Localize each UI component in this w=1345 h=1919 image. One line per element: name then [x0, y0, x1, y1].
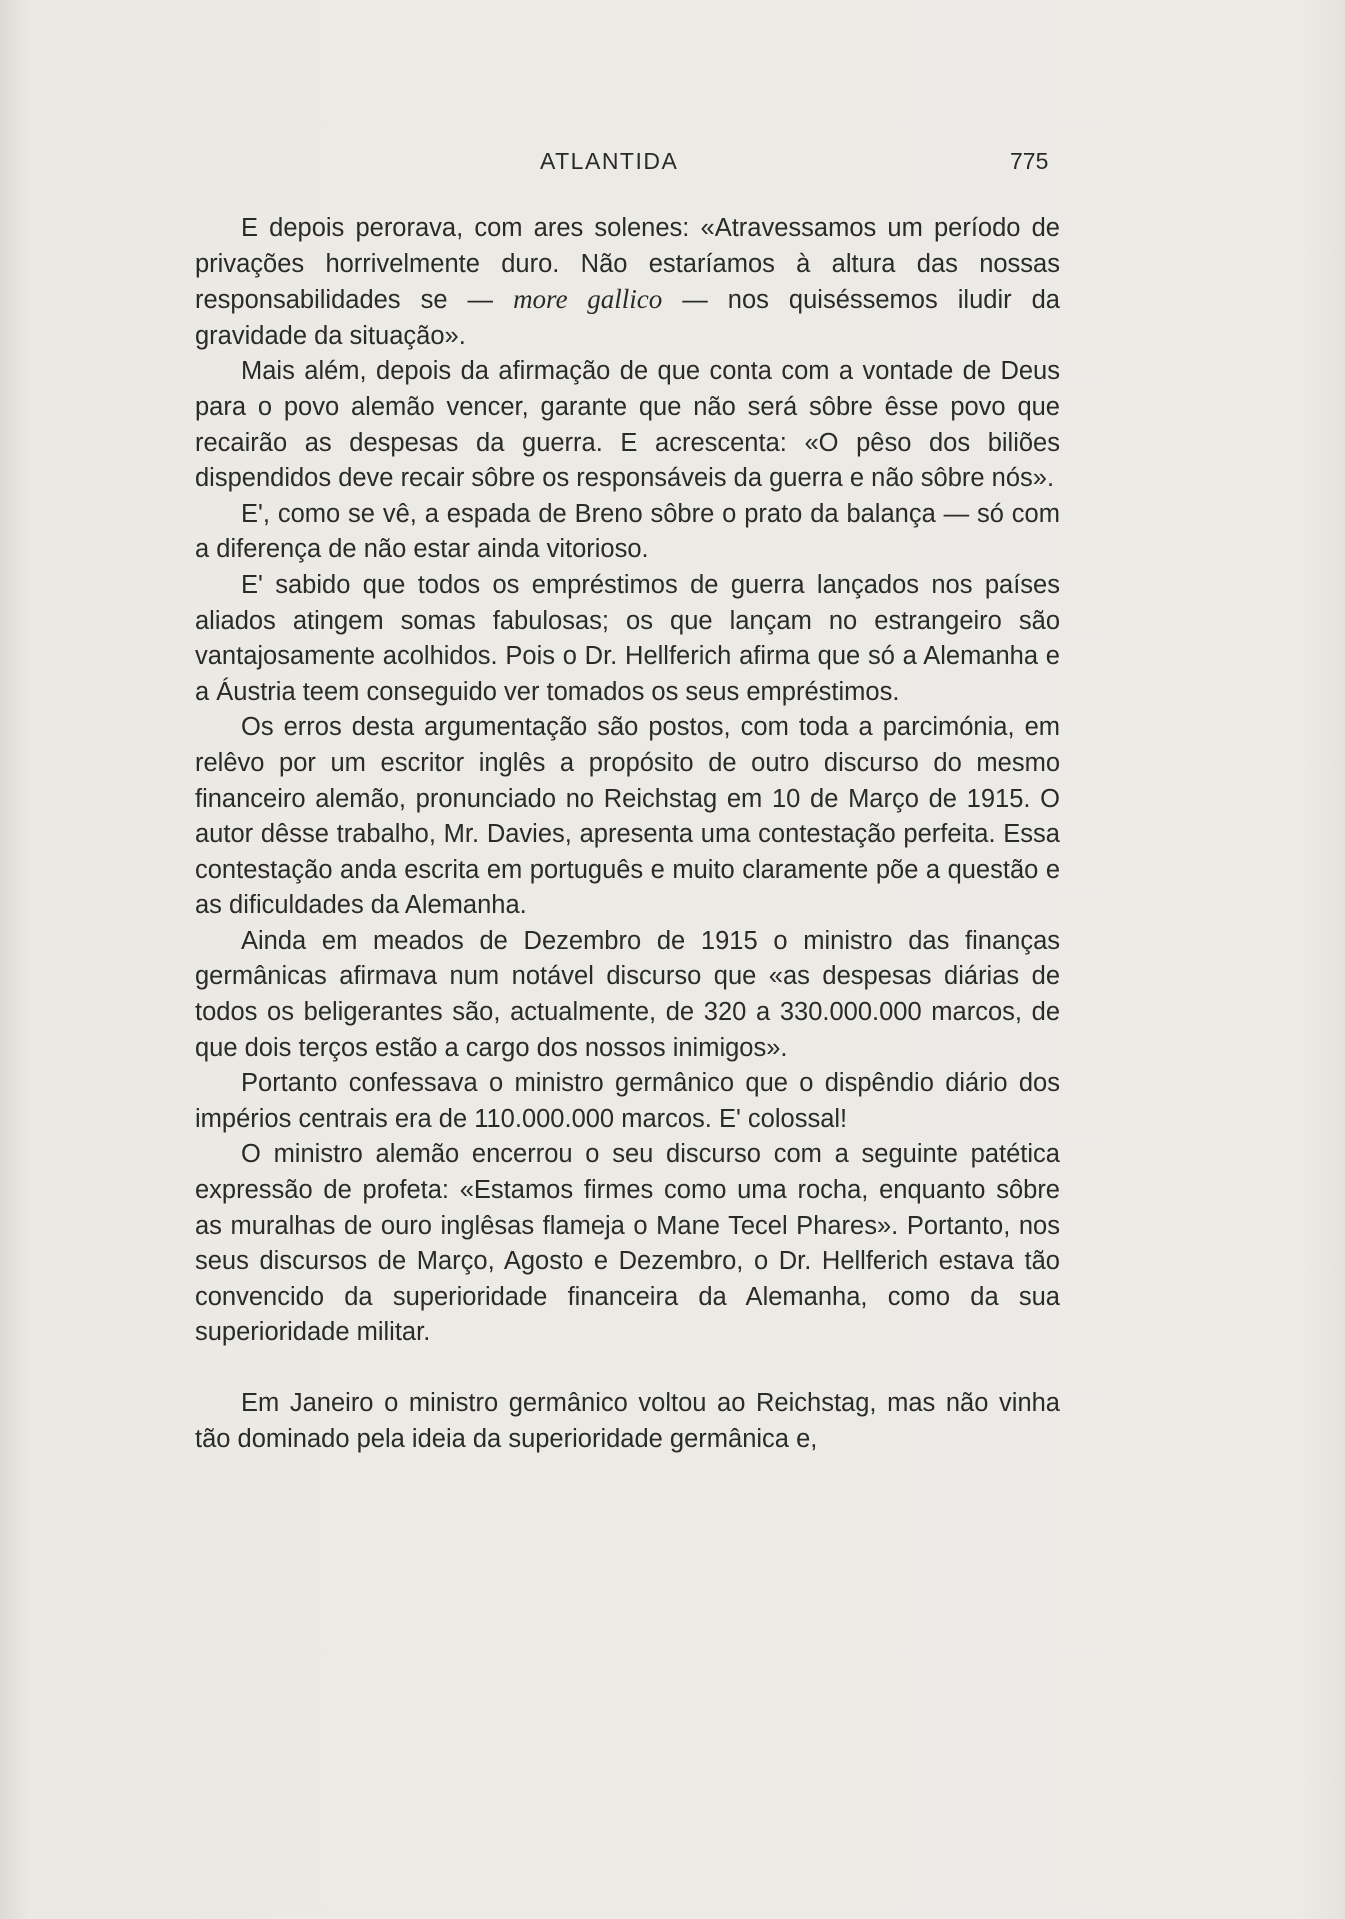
- body-text: [195, 211, 1060, 1457]
- paragraph-2: Mais além, depois da afirmação de que conta com a vontade de Deus para o povo alemão vencer, garante que não será sôbre êsse povo que recairão as despesas da guerra. E acrescenta: «O pêso dos biliões dispendidos deve recair sôbre os responsáveis da guerra e não sôbre nós».: [195, 357, 1060, 493]
- paragraph-8: O ministro alemão encerrou o seu discurso com a seguinte patética expressão de profeta: «Estamos firmes como uma rocha, enquanto sôbre as muralhas de ouro inglêsas flameja o Mane Tecel Phares». Portanto, nos seus discursos de Março, Agosto e Dezembro, o Dr. Hellferich estava tão convencido da superioridade financeira da Alemanha, como da sua superioridade militar.: [195, 1140, 1060, 1347]
- paragraph-3: E', como se vê, a espada de Breno sôbre o prato da balança — só com a diferença de não estar ainda vitorioso.: [195, 499, 1060, 564]
- italic-phrase: more gallico: [513, 284, 663, 315]
- paragraph-1: [195, 211, 1060, 354]
- paragraph-7: Portanto confessava o ministro germânico que o dispêndio diário dos impérios centrais era de 110.000.000 marcos. E' colossal!: [195, 1069, 1060, 1133]
- page-number: 775: [1010, 148, 1049, 174]
- paragraph-5: Os erros desta argumentação são postos, com toda a parcimónia, em relêvo por um escritor inglês a propósito de outro discurso do mesmo financeiro alemão, pronunciado no Reichstag em 10 de Março de 1915. O autor dêsse trabalho, Mr. Davies, apresenta uma contestação perfeita. Essa contestação anda escrita em português e muito claramente põe a questão e as dificuldades da Alemanha.: [195, 713, 1060, 920]
- paragraph-9: Em Janeiro o ministro germânico voltou ao Reichstag, mas não vinha tão dominado pela ideia da superioridade germânica e,: [195, 1389, 1060, 1453]
- paragraph-1-start: E depois perorava, com ares solenes: «Atravessamos um período de privações horrivelmente duro. Não estaríamos à altura das nossas responsabilidades se —: [195, 214, 1060, 315]
- running-head: ATLANTIDA: [540, 148, 679, 174]
- page-header: [0, 148, 1060, 188]
- paragraph-1-end: — nos quiséssemos iludir da gravidade da situação».: [195, 286, 1060, 350]
- paragraph-4: E' sabido que todos os empréstimos de guerra lançados nos países aliados atingem somas fabulosas; os que lançam no estrangeiro são vantajosamente acolhidos. Pois o Dr. Hellferich afirma que só a Alemanha e a Áustria teem conseguido ver tomados os seus empréstimos.: [195, 570, 1060, 706]
- paragraph-6: Ainda em meados de Dezembro de 1915 o ministro das finanças germânicas afirmava num notável discurso que «as despesas diárias de todos os beligerantes são, actualmente, de 320 a 330.000.000 marcos, de que dois terços estão a cargo dos nossos inimigos».: [195, 926, 1060, 1062]
